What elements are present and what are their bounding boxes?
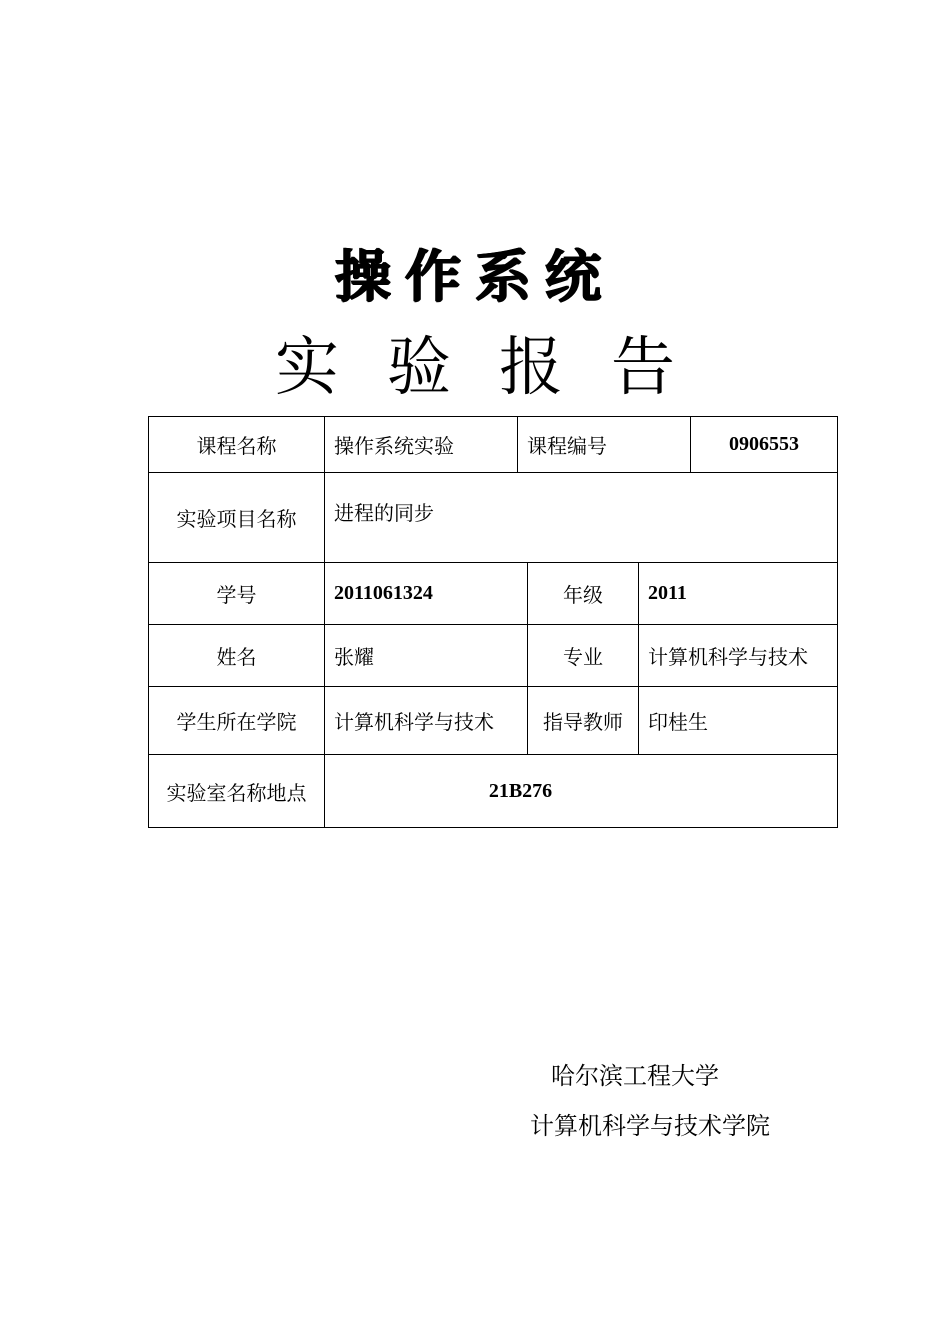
- school-name: 计算机科学与技术学院: [530, 1112, 770, 1140]
- college-value: 计算机科学与技术: [325, 687, 528, 755]
- table-row: [149, 625, 838, 687]
- course-name-value: 操作系统实验: [325, 417, 518, 473]
- course-code-label: 课程编号: [518, 417, 691, 473]
- report-type-title: 实验报告: [275, 331, 723, 405]
- table-row: [149, 417, 838, 473]
- advisor-value: 印桂生: [639, 687, 838, 755]
- table-row: [149, 563, 838, 625]
- grade-value: 2011: [639, 563, 838, 625]
- college-label: 学生所在学院: [149, 687, 325, 755]
- report-course-title: 操作系统: [335, 245, 615, 310]
- grade-label: 年级: [528, 563, 639, 625]
- lab-value: 21B276: [325, 755, 838, 828]
- table-row: [149, 687, 838, 755]
- student-id-label: 学号: [149, 563, 325, 625]
- table-row: [149, 473, 838, 563]
- major-label: 专业: [528, 625, 639, 687]
- advisor-label: 指导教师: [528, 687, 639, 755]
- lab-label: 实验室名称地点: [149, 755, 325, 828]
- student-id-value: 2011061324: [325, 563, 528, 625]
- name-value: 张耀: [325, 625, 528, 687]
- major-value: 计算机科学与技术: [639, 625, 838, 687]
- project-name-label: 实验项目名称: [149, 473, 325, 563]
- course-name-label: 课程名称: [149, 417, 325, 473]
- table-row: [149, 755, 838, 828]
- name-label: 姓名: [149, 625, 325, 687]
- report-info-table: [148, 416, 838, 828]
- university-name: 哈尔滨工程大学: [551, 1062, 719, 1090]
- course-code-value: 0906553: [691, 417, 838, 473]
- project-name-value: 进程的同步: [325, 473, 838, 563]
